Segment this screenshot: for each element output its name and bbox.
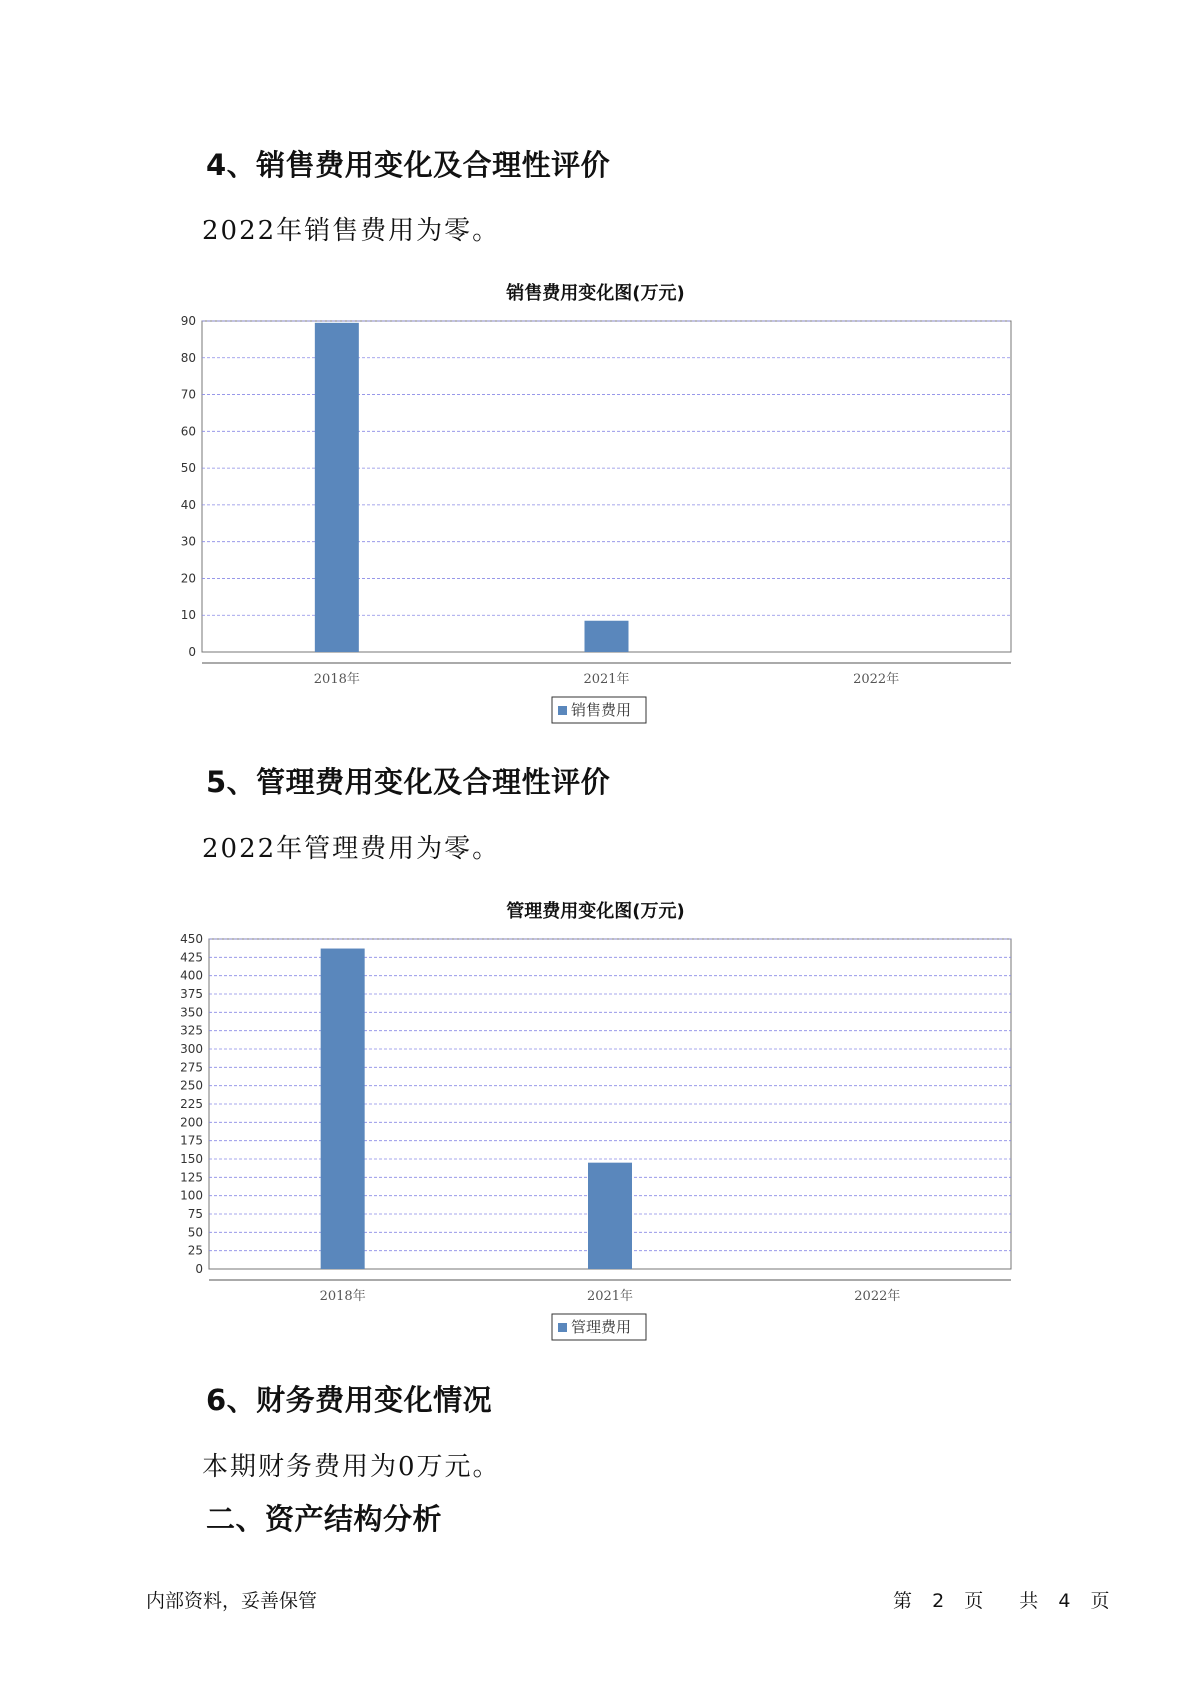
y-tick-label: 80 xyxy=(180,350,196,365)
y-tick-label: 200 xyxy=(180,1115,203,1130)
y-tick-label: 75 xyxy=(187,1207,203,1221)
page-mid: 页 xyxy=(964,1590,985,1612)
part-2-heading: 二、资产结构分析 xyxy=(206,1502,443,1536)
section-5-heading: 5、管理费用变化及合理性评价 xyxy=(206,765,611,799)
y-tick-label: 10 xyxy=(180,608,196,623)
admin-chart-title: 管理费用变化图(万元) xyxy=(506,901,685,922)
y-tick-label: 400 xyxy=(180,968,203,983)
section-4-heading: 4、销售费用变化及合理性评价 xyxy=(206,148,611,182)
y-tick-label: 150 xyxy=(180,1152,203,1166)
section-4-text: 2022年销售费用为零。 xyxy=(202,216,501,246)
bar xyxy=(588,1163,632,1269)
legend-label: 管理费用 xyxy=(571,1318,632,1336)
y-tick-label: 20 xyxy=(180,571,196,586)
y-tick-label: 125 xyxy=(180,1170,203,1185)
y-tick-label: 450 xyxy=(180,932,203,946)
section-5-text: 2022年管理费用为零。 xyxy=(202,834,501,864)
x-tick-label: 2022年 xyxy=(854,1289,901,1304)
page-total: 4 xyxy=(1058,1590,1072,1612)
page-suffix: 页 xyxy=(1090,1590,1111,1612)
y-tick-label: 425 xyxy=(180,950,203,965)
y-tick-label: 30 xyxy=(180,534,196,549)
y-tick-label: 225 xyxy=(180,1097,203,1111)
footer-page-number xyxy=(893,1586,1110,1613)
y-tick-label: 40 xyxy=(180,497,196,512)
x-tick-label: 2018年 xyxy=(313,672,360,687)
y-tick-label: 90 xyxy=(180,314,196,328)
total-prefix: 共 xyxy=(1019,1590,1040,1612)
footer-confidential-note: 内部资料，妥善保管 xyxy=(146,1590,318,1612)
bar xyxy=(321,949,365,1269)
y-tick-label: 50 xyxy=(187,1225,203,1240)
y-tick-label: 60 xyxy=(180,424,196,439)
page-prefix: 第 xyxy=(893,1590,914,1612)
page-current: 2 xyxy=(932,1590,946,1612)
y-tick-label: 175 xyxy=(180,1133,203,1148)
y-tick-label: 70 xyxy=(180,387,196,402)
y-tick-label: 300 xyxy=(180,1042,203,1056)
y-tick-label: 275 xyxy=(180,1060,203,1075)
y-tick-label: 325 xyxy=(180,1023,203,1038)
x-tick-label: 2022年 xyxy=(853,672,900,687)
legend-label: 销售费用 xyxy=(571,701,632,719)
section-6-text: 本期财务费用为0万元。 xyxy=(202,1452,501,1482)
y-tick-label: 100 xyxy=(180,1188,203,1203)
section-6-heading: 6、财务费用变化情况 xyxy=(206,1383,493,1417)
sales-chart-title: 销售费用变化图(万元) xyxy=(506,283,685,304)
x-tick-label: 2021年 xyxy=(583,672,630,687)
y-tick-label: 50 xyxy=(180,461,196,476)
legend-swatch xyxy=(558,1323,567,1332)
y-tick-label: 375 xyxy=(180,987,203,1001)
y-tick-label: 350 xyxy=(180,1005,203,1020)
y-tick-label: 0 xyxy=(195,1262,203,1276)
x-tick-label: 2018年 xyxy=(319,1289,366,1304)
y-tick-label: 0 xyxy=(188,645,196,659)
y-tick-label: 25 xyxy=(187,1243,203,1258)
x-tick-label: 2021年 xyxy=(586,1289,634,1304)
y-tick-label: 250 xyxy=(180,1078,203,1093)
